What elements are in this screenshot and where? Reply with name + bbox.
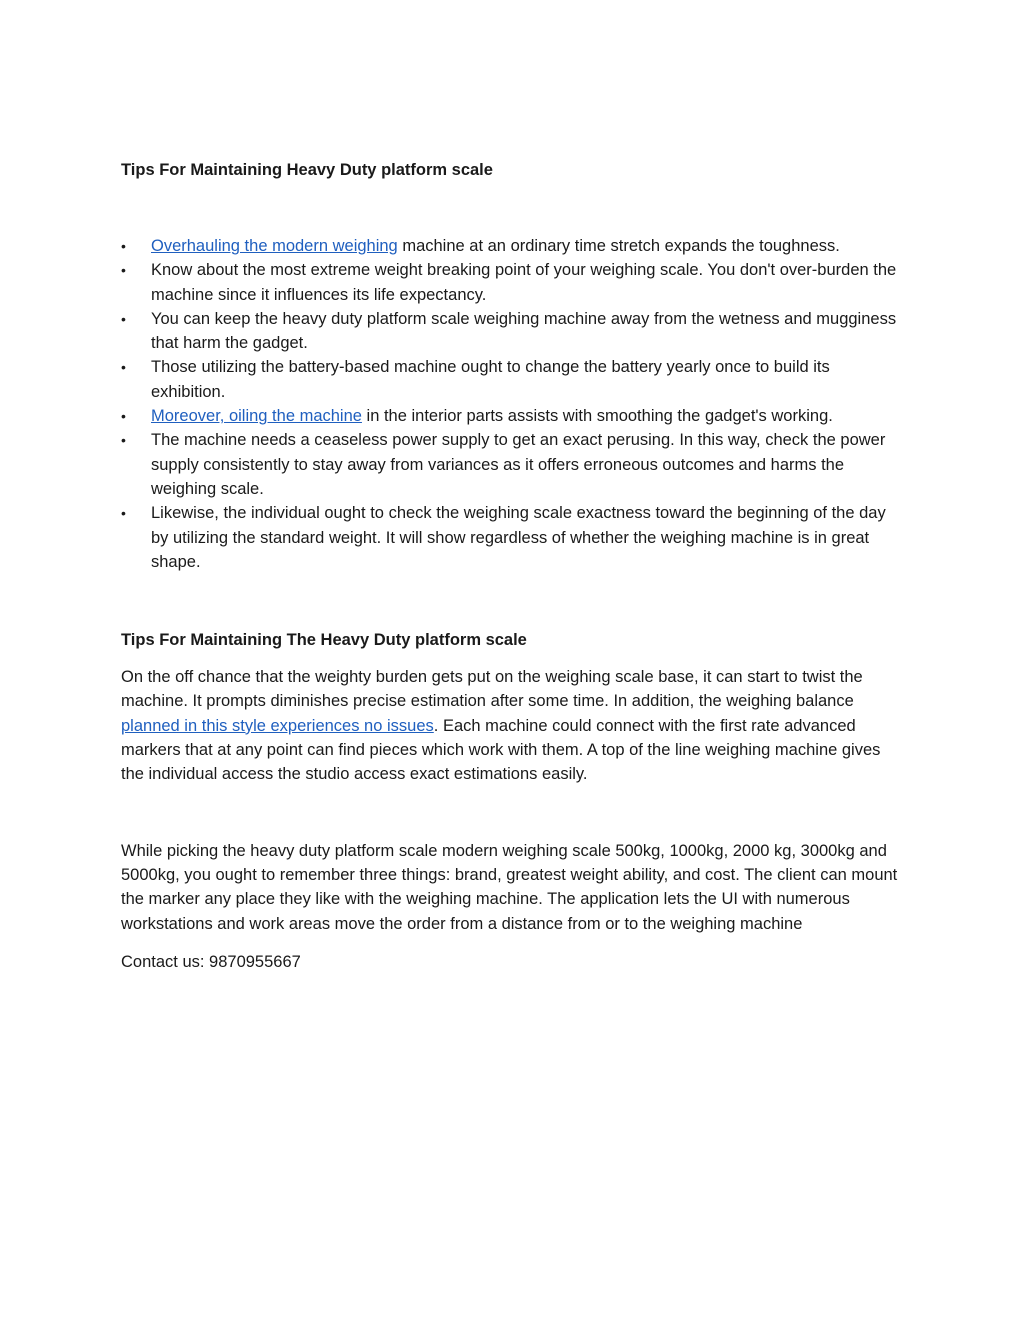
- link-planned-style[interactable]: planned in this style experiences no issues: [121, 716, 434, 735]
- bullet-icon: •: [121, 505, 126, 522]
- list-item: [121, 258, 906, 307]
- link-overhauling[interactable]: Overhauling the modern weighing: [151, 237, 398, 255]
- list-item-text: Those utilizing the battery-based machine ought to change the battery yearly once to build its exhibition.: [151, 358, 830, 401]
- document-body: [121, 158, 906, 974]
- bullet-icon: •: [121, 432, 126, 449]
- contact-line: Contact us: 9870955667: [121, 952, 301, 971]
- list-item-text: You can keep the heavy duty platform scale weighing machine away from the wetness and mugginess that harm the gadget.: [151, 309, 897, 353]
- list-item: [121, 234, 906, 258]
- bullet-icon: •: [121, 238, 126, 254]
- bullet-icon: •: [121, 408, 126, 425]
- bullet-icon: •: [121, 310, 126, 327]
- list-item-text: in the interior parts assists with smoothing the gadget's working.: [361, 407, 833, 426]
- list-item: [121, 307, 906, 356]
- paragraph-text: On the off chance that the weighty burden gets put on the weighing scale base, it can start to twist the machine. It prompts diminishes precise estimation after some time. In addition, the weighing balance: [121, 668, 863, 711]
- link-oiling[interactable]: Moreover, oiling the machine: [151, 407, 362, 426]
- paragraph-text: . Each machine could connect with the first rate advanced markers that at any point can find pieces which work with them. A top of the line weighing machine gives the individual access the studio access exact estimations easily.: [121, 716, 881, 784]
- bullet-icon: •: [121, 262, 126, 279]
- tips-list: [121, 234, 906, 574]
- bullet-icon: •: [121, 359, 126, 376]
- paragraph-2: While picking the heavy duty platform scale modern weighing scale 500kg, 1000kg, 2000 kg, 3000kg and 5000kg, you ought to remember three things: brand, greatest weight ability, and cost. The client can mount the marker any place they like with the weighing machine. The application lets the UI with numerous workstations and work areas move the order from a distance from or to the weighing machine: [121, 841, 898, 933]
- list-item: [121, 355, 906, 404]
- list-item-text: The machine needs a ceaseless power supply to get an exact perusing. In this way, check the power supply consistently to stay away from variances as it offers erroneous outcomes and harms the weighing scale.: [151, 431, 886, 498]
- list-item-text: Likewise, the individual ought to check the weighing scale exactness toward the beginning of the day by utilizing the standard weight. It will show regardless of whether the weighing machine is in great shape.: [151, 504, 886, 571]
- list-item-text: Know about the most extreme weight breaking point of your weighing scale. You don't over-burden the machine since it influences its life expectancy.: [151, 261, 897, 304]
- list-item: [121, 428, 906, 501]
- list-item: [121, 404, 906, 428]
- paragraph-1: [121, 665, 906, 786]
- section-heading-1: Tips For Maintaining Heavy Duty platform scale: [121, 161, 493, 179]
- list-item: [121, 501, 906, 574]
- section-heading-2: Tips For Maintaining The Heavy Duty platform scale: [121, 631, 527, 650]
- list-item-text: machine at an ordinary time stretch expands the toughness.: [397, 237, 840, 255]
